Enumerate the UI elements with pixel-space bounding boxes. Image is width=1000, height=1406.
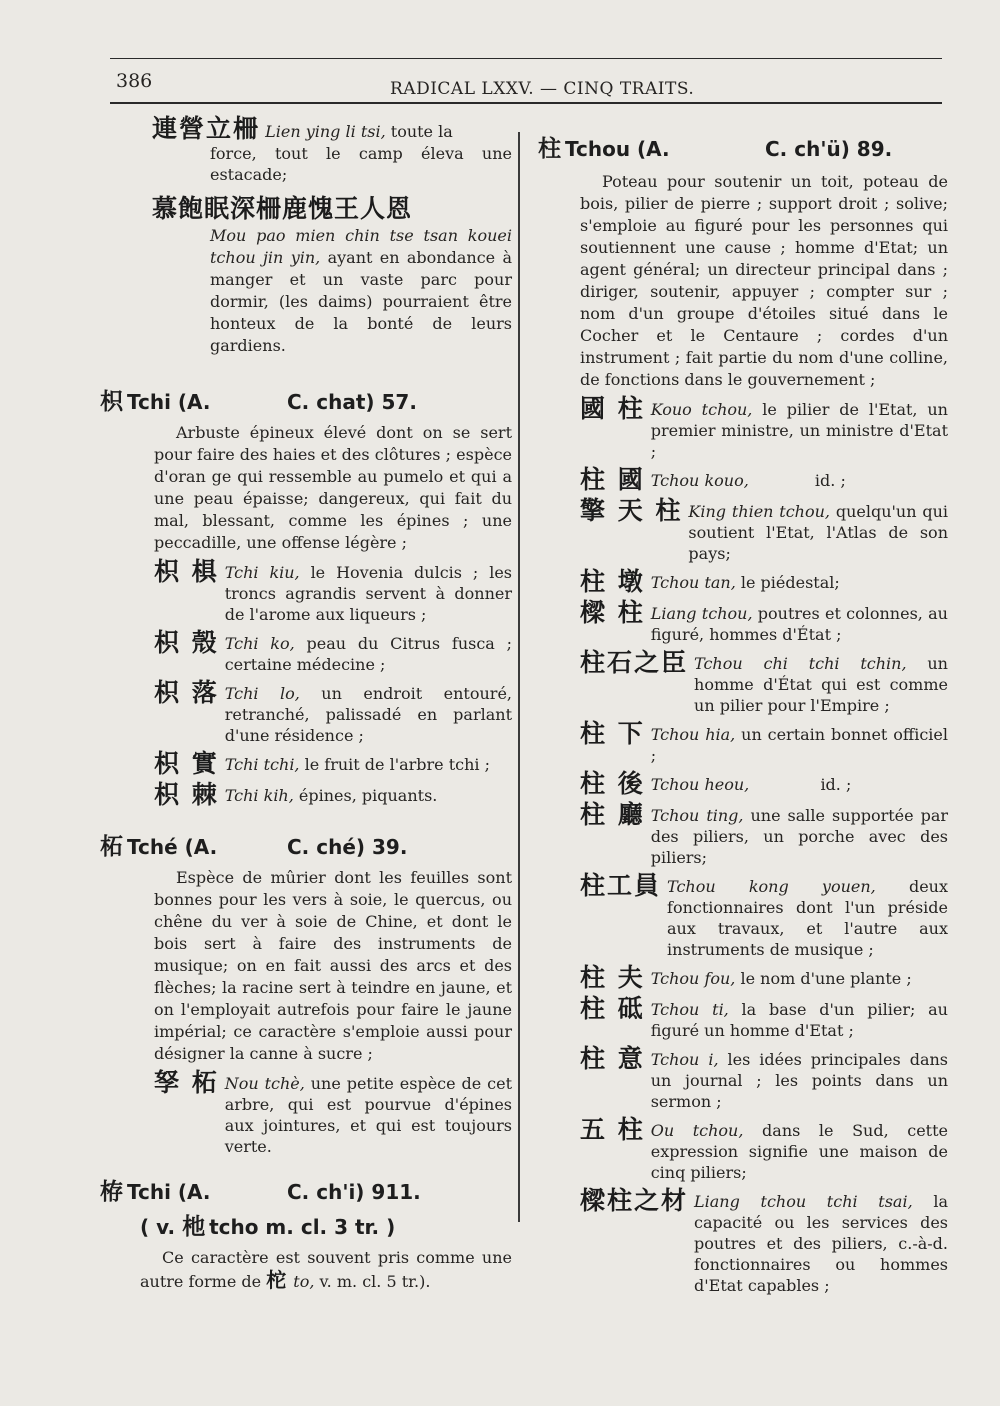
- head-cantonese: C. chat) 57.: [287, 390, 417, 414]
- translation: dans le Sud, cette expression signifie une maison de cinq piliers;: [650, 1121, 954, 1182]
- page-number: 386: [116, 70, 153, 92]
- chinese-phrase: 枳 椇: [154, 557, 219, 586]
- head-mandarin: Tchou (A.: [565, 137, 670, 161]
- translation: épines, piquants.: [293, 786, 438, 805]
- example-entry: [154, 782, 512, 808]
- chinese-phrase: 柱石之臣: [580, 648, 689, 677]
- romanization: Lien ying li tsi,: [265, 122, 386, 141]
- example-gloss: [667, 873, 954, 960]
- chinese-phrase: 柱 砥: [580, 994, 645, 1023]
- romanization: Liang tchou,: [650, 604, 753, 623]
- top-rule: [110, 58, 942, 59]
- translation: une petite espèce de cet arbre, qui est pourvue d'épines aux jointures, et qui est toujours verte.: [224, 1074, 518, 1156]
- example-entry: [580, 496, 954, 564]
- head-character: 栫: [100, 1179, 123, 1205]
- romanization: King thien tchou,: [688, 502, 831, 521]
- cross-reference: [100, 1208, 512, 1241]
- translation: un certain bonnet officiel ;: [650, 725, 954, 765]
- example-entry: [580, 771, 948, 797]
- translation: les idées principales dans un journal ; les points dans un sermon ;: [650, 1050, 954, 1111]
- example-entry: [580, 871, 954, 960]
- right-column: [538, 130, 954, 1296]
- chinese-phrase: 柱 下: [580, 719, 645, 748]
- translation: une salle supportée par des piliers, un porche avec des piliers;: [650, 806, 954, 867]
- head-mandarin: Tché (A.: [127, 835, 218, 859]
- example-gloss: [688, 498, 954, 564]
- romanization: Liang tchou tchi tsai,: [694, 1192, 913, 1211]
- variant-romanization: to,: [293, 1272, 315, 1291]
- translation: id. ;: [748, 471, 846, 490]
- example-entry: [580, 1186, 954, 1296]
- variant-character: 柁: [266, 1268, 289, 1292]
- chinese-phrase: 柱 國: [580, 465, 645, 494]
- romanization: Tchi kih,: [224, 786, 294, 805]
- example-entry: [580, 569, 948, 595]
- translation: toute la: [385, 122, 453, 141]
- example-list: [154, 557, 518, 809]
- romanization: Tchou kouo,: [650, 471, 749, 490]
- example-gloss: [224, 680, 518, 746]
- example-gloss: [694, 1188, 954, 1296]
- translation: poutres et colonnes, au figuré, hommes d'État ;: [650, 604, 954, 644]
- chinese-phrase: 樑柱之材: [580, 1186, 689, 1215]
- romanization: Tchou heou,: [650, 775, 750, 794]
- romanization: Tchou hia,: [650, 725, 736, 744]
- romanization: Tchou tan,: [650, 573, 736, 592]
- romanization: Tchi kiu,: [224, 563, 300, 582]
- chinese-phrase: 柱工員: [580, 871, 662, 900]
- chinese-phrase: 枳 殼: [154, 628, 219, 657]
- example-entry: [580, 1115, 954, 1183]
- chinese-phrase: 擎 天 柱: [580, 496, 683, 525]
- example-entry: [154, 557, 518, 625]
- example-gloss: [650, 996, 954, 1041]
- example-entry: [154, 1068, 518, 1157]
- example-gloss: [650, 721, 954, 766]
- chinese-phrase: 柱 墩: [580, 567, 645, 596]
- chinese-phrase: 五 柱: [580, 1115, 645, 1144]
- translation: le piédestal;: [735, 573, 840, 592]
- running-head: RADICAL LXXV. — CINQ TRAITS.: [390, 79, 695, 99]
- head-mandarin: Tchi (A.: [127, 1180, 211, 1204]
- example-gloss: [651, 569, 840, 593]
- chinese-phrase: 柱 意: [580, 1044, 645, 1073]
- example-entry: [580, 394, 954, 462]
- example-gloss: [694, 650, 954, 716]
- example-entry: [154, 751, 512, 777]
- header-rule: [110, 102, 942, 104]
- entry-heading: [538, 130, 948, 163]
- example-entry: [154, 678, 518, 746]
- entry-tche: [100, 828, 518, 1157]
- definition-text: Ce caractère est souvent pris comme une autre forme de: [140, 1248, 512, 1291]
- chinese-phrase: 連營立柵: [152, 114, 261, 143]
- translation: le pilier de l'Etat, un premier ministre, un ministre d'Etat ;: [650, 400, 954, 461]
- translation: ayant en abondance à manger et un vaste parc pour dormir, (les daims) pourraient être honteux de la bonté de leurs gardiens.: [210, 248, 513, 355]
- chinese-phrase: 柱 夫: [580, 963, 645, 992]
- example-block: [100, 114, 512, 185]
- chinese-phrase: 柱 後: [580, 769, 645, 798]
- chinese-phrase: 慕飽眠深柵鹿愧王人恩: [152, 194, 413, 223]
- translation-continued: force, tout le camp éleva une estacade;: [210, 144, 512, 184]
- translation: quelqu'un qui soutient l'Etat, l'Atlas de son pays;: [688, 502, 954, 563]
- see-rest: tcho m. cl. 3 tr. ): [209, 1215, 396, 1239]
- head-mandarin: Tchi (A.: [127, 390, 211, 414]
- see-character: 杝: [182, 1214, 206, 1240]
- entry-heading: [100, 828, 512, 861]
- entry-heading: [100, 383, 512, 416]
- romanization: Nou tchè,: [224, 1074, 305, 1093]
- example-entry: [580, 994, 954, 1041]
- translation: deux fonctionnaires dont l'un préside aux travaux, et l'autre aux instruments de musique ;: [667, 877, 954, 959]
- example-gloss: [651, 965, 912, 989]
- example-list: [154, 1068, 518, 1157]
- entry-tchi: [100, 383, 518, 809]
- entry-tchi-911: [100, 1173, 512, 1293]
- example-list: [580, 394, 954, 1296]
- see-open: ( v.: [140, 1215, 176, 1239]
- head-cantonese: C. ch'i) 911.: [287, 1180, 421, 1204]
- translation: id. ;: [749, 775, 852, 794]
- romanization: Tchi lo,: [224, 684, 300, 703]
- translation: un homme d'État qui est comme un pilier pour l'Empire ;: [694, 654, 954, 715]
- head-cantonese: C. ch'ü) 89.: [765, 137, 893, 161]
- romanization: Tchou ti,: [650, 1000, 729, 1019]
- example-entry: [580, 965, 948, 991]
- example-gloss: [650, 802, 954, 868]
- example-gloss: [651, 467, 846, 491]
- translation: peau du Citrus fusca ; certaine médecine ;: [224, 634, 518, 674]
- translation: le fruit de l'arbre tchi ;: [299, 755, 491, 774]
- head-character: 枳: [100, 389, 123, 415]
- translation: le Hovenia dulcis ; les troncs agrandis servent à donner de l'arome aux liqueurs ;: [224, 563, 518, 624]
- example-gloss: [225, 751, 490, 775]
- entry-heading: [100, 1173, 512, 1206]
- head-cantonese: C. ché) 39.: [287, 835, 408, 859]
- romanization: Tchou i,: [650, 1050, 719, 1069]
- romanization: Tchi ko,: [224, 634, 295, 653]
- example-block: [100, 189, 512, 357]
- example-gloss: [650, 1046, 954, 1112]
- translation: un endroit entouré, retranché, palissadé en parlant d'une résidence ;: [224, 684, 518, 745]
- example-gloss: [224, 1070, 518, 1157]
- translation: la base d'un pilier; au figuré un homme d'Etat ;: [650, 1000, 954, 1040]
- example-gloss: [650, 396, 954, 462]
- example-entry: [580, 800, 954, 868]
- definition: Poteau pour soutenir un toit, poteau de bois, pilier de pierre ; support droit ; solive; s'emploie au figuré pour les personnes qui soutiennent une cause ; homme d'Etat; un agent général; un directeur principal dans ; diriger, soutenir, appuyer ; compter sur ; nom d'un groupe d'étoiles situé dans le Cocher et le Centaure ; cordes d'un instrument ; fait partie du nom d'une colline, de fonctions dans le gouvernement ;: [580, 172, 948, 389]
- definition-text-end: v. m. cl. 5 tr.).: [314, 1272, 431, 1291]
- definition: Arbuste épineux élevé dont on se sert pour faire des haies et des clôtures ; espèce d'oran ge qui ressemble au pumelo et qui a une peau épaisse; dangereux, qui fait du mal, blessant, comme les épines ; une peccadille, une offense légère ;: [154, 423, 512, 552]
- column-divider: [518, 132, 520, 1222]
- romanization: Ou tchou,: [650, 1121, 744, 1140]
- romanization: Tchou ting,: [650, 806, 744, 825]
- chinese-phrase: 樑 柱: [580, 598, 645, 627]
- example-entry: [580, 598, 954, 645]
- definition: [140, 1247, 512, 1293]
- head-character: 柘: [100, 834, 123, 860]
- romanization: Tchi tchi,: [224, 755, 300, 774]
- example-entry: [580, 648, 954, 716]
- example-gloss: [651, 771, 852, 795]
- chinese-phrase: 枳 棘: [154, 780, 219, 809]
- entry-tchou: [538, 130, 954, 1296]
- romanization: Tchou kong youen,: [667, 877, 876, 896]
- example-entry: [580, 719, 954, 766]
- chinese-phrase: 孥 柘: [154, 1068, 219, 1097]
- example-entry: [580, 1044, 954, 1112]
- translation: la capacité ou les services des poutres et des piliers, c.-à-d. fonctionnaires ou hommes d'Etat capables ;: [694, 1192, 954, 1295]
- romanization: Kouo tchou,: [650, 400, 753, 419]
- left-column: [100, 114, 518, 1297]
- translation: le nom d'une plante ;: [735, 969, 912, 988]
- example-entry: [580, 467, 948, 493]
- example-gloss: [225, 782, 438, 806]
- example-gloss: [650, 600, 954, 645]
- example-gloss: [650, 1117, 954, 1183]
- chinese-phrase: 枳 落: [154, 678, 219, 707]
- chinese-phrase: 柱 廳: [580, 800, 645, 829]
- example-gloss: [224, 630, 518, 675]
- romanization: Tchou fou,: [650, 969, 736, 988]
- example-entry: [154, 628, 518, 675]
- romanization: Tchou chi tchi tchin,: [694, 654, 907, 673]
- definition: Espèce de mûrier dont les feuilles sont bonnes pour les vers à soie, le quercus, ou chêne du ver à soie de Chine, et dont le bois sert à faire des instruments de musique; on en fait aussi des arcs et des flèches; la racine sert à teindre en jaune, et on l'employait autrefois pour faire le jaune impérial; ce caractère s'emploie aussi pour désigner la canne à sucre ;: [154, 868, 512, 1063]
- head-character: 柱: [538, 136, 561, 162]
- chinese-phrase: 國 柱: [580, 394, 645, 423]
- chinese-phrase: 枳 實: [154, 749, 219, 778]
- romanization: Mou pao mien chin tse tsan kouei tchou jin yin,: [210, 226, 512, 267]
- example-gloss: [224, 559, 518, 625]
